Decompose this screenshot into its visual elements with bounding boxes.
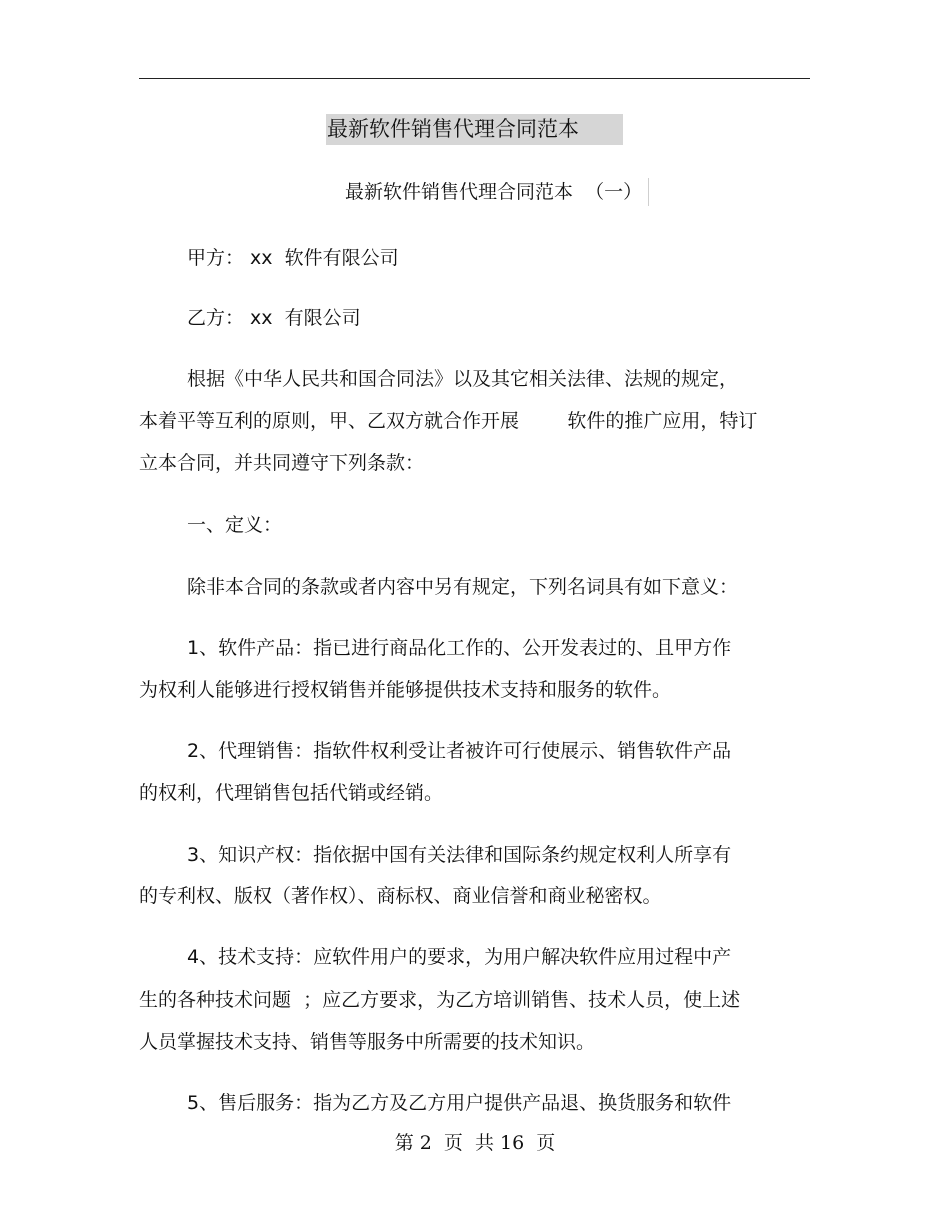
- preamble-line-3: 立本合同，并共同遵守下列条款：: [139, 452, 425, 474]
- page-number-footer: 第 2 页 共 16 页: [394, 1132, 556, 1154]
- preamble-line-2: 本着平等互利的原则，甲、乙双方就合作开展 软件的推广应用，特订: [139, 410, 758, 432]
- party-b-line: 乙方： xx 有限公司: [187, 307, 361, 329]
- definition-4-line-3: 人员掌握技术支持、销售等服务中所需要的技术知识。: [139, 1031, 596, 1053]
- definition-4-line-1: 4、技术支持：应软件用户的要求，为用户解决软件应用过程中产: [187, 946, 732, 968]
- document-title: 最新软件销售代理合同范本: [326, 114, 623, 145]
- definition-3-line-1: 3、知识产权：指依据中国有关法律和国际条约规定权利人所享有: [187, 844, 732, 866]
- document-subtitle: 最新软件销售代理合同范本 （一）: [345, 178, 649, 206]
- definition-5-line-1: 5、售后服务：指为乙方及乙方用户提供产品退、换货服务和软件: [187, 1092, 732, 1114]
- definition-2-line-1: 2、代理销售：指软件权利受让者被许可行使展示、销售软件产品: [187, 740, 732, 762]
- definition-2-line-2: 的权利，代理销售包括代销或经销。: [139, 782, 444, 804]
- definition-3-line-2: 的专利权、版权（著作权）、商标权、商业信誉和商业秘密权。: [139, 885, 662, 907]
- preamble-line-1: 根据《中华人民共和国合同法》以及其它相关法律、法规的规定，: [187, 368, 739, 390]
- definitions-intro: 除非本合同的条款或者内容中另有规定，下列名词具有如下意义：: [187, 576, 739, 598]
- definition-4-line-2: 生的各种技术问题 ；应乙方要求，为乙方培训销售、技术人员，使上述: [139, 989, 741, 1011]
- section-heading-definitions: 一、定义：: [187, 514, 283, 536]
- definition-1-line-2: 为权利人能够进行授权销售并能够提供技术支持和服务的软件。: [139, 679, 672, 701]
- party-a-line: 甲方： xx 软件有限公司: [187, 247, 399, 269]
- definition-1-line-1: 1、软件产品：指已进行商品化工作的、公开发表过的、且甲方作: [187, 637, 732, 659]
- header-rule: [139, 78, 810, 79]
